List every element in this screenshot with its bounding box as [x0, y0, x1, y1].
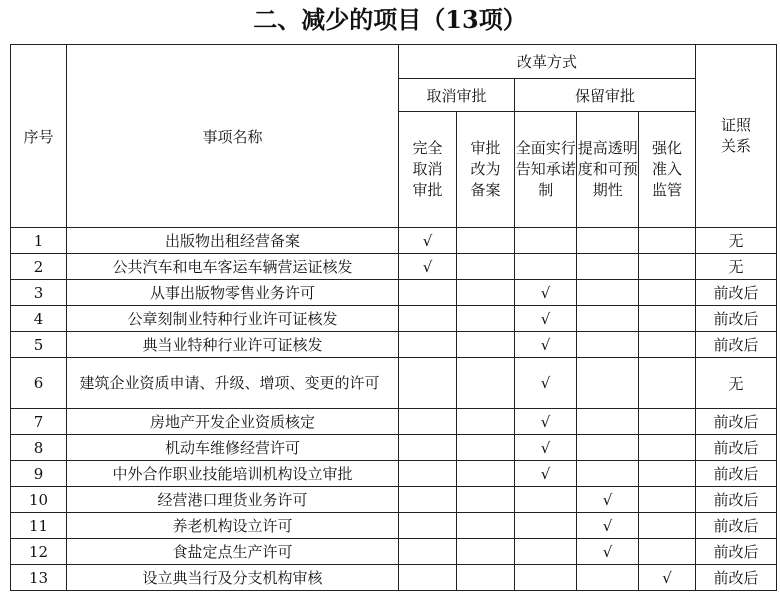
empty-cell [515, 228, 577, 254]
row-item-name: 中外合作职业技能培训机构设立审批 [67, 461, 399, 487]
row-item-name: 设立典当行及分支机构审核 [67, 565, 399, 591]
empty-cell [639, 358, 696, 409]
check-mark-cell: √ [577, 539, 639, 565]
header-supervision [639, 112, 696, 228]
row-item-name: 机动车维修经营许可 [67, 435, 399, 461]
header-notify-commit [515, 112, 577, 228]
empty-cell [639, 332, 696, 358]
row-license-relation: 前改后 [696, 513, 777, 539]
row-item-name: 公章刻制业特种行业许可证核发 [67, 306, 399, 332]
empty-cell [639, 228, 696, 254]
empty-cell [457, 332, 515, 358]
empty-cell [457, 254, 515, 280]
empty-cell [399, 461, 457, 487]
header-supervision-text: 强化准入监管 [651, 139, 682, 199]
empty-cell [399, 435, 457, 461]
empty-cell [457, 409, 515, 435]
empty-cell [399, 565, 457, 591]
row-item-name: 养老机构设立许可 [67, 513, 399, 539]
row-license-relation: 无 [696, 228, 777, 254]
row-number: 6 [11, 358, 67, 409]
table-row [11, 513, 777, 539]
row-license-relation: 无 [696, 254, 777, 280]
empty-cell [515, 539, 577, 565]
header-transparency [577, 112, 639, 228]
empty-cell [457, 565, 515, 591]
empty-cell [639, 461, 696, 487]
check-mark-cell: √ [399, 254, 457, 280]
empty-cell [577, 228, 639, 254]
row-number: 7 [11, 409, 67, 435]
row-item-name: 出版物出租经营备案 [67, 228, 399, 254]
table-row [11, 358, 777, 409]
check-mark-cell: √ [515, 435, 577, 461]
empty-cell [457, 513, 515, 539]
table-row [11, 228, 777, 254]
table-body [11, 228, 777, 591]
header-full-cancel [399, 112, 457, 228]
row-item-name: 典当业特种行业许可证核发 [67, 332, 399, 358]
empty-cell [577, 280, 639, 306]
row-item-name: 从事出版物零售业务许可 [67, 280, 399, 306]
empty-cell [399, 280, 457, 306]
empty-cell [577, 332, 639, 358]
empty-cell [577, 358, 639, 409]
row-item-name: 房地产开发企业资质核定 [67, 409, 399, 435]
empty-cell [515, 487, 577, 513]
empty-cell [515, 565, 577, 591]
row-license-relation: 无 [696, 358, 777, 409]
empty-cell [577, 435, 639, 461]
row-license-relation: 前改后 [696, 539, 777, 565]
reduced-items-table [10, 44, 777, 591]
empty-cell [399, 513, 457, 539]
empty-cell [577, 461, 639, 487]
check-mark-cell: √ [577, 487, 639, 513]
empty-cell [399, 332, 457, 358]
row-number: 2 [11, 254, 67, 280]
empty-cell [515, 254, 577, 280]
empty-cell [577, 254, 639, 280]
row-number: 3 [11, 280, 67, 306]
table-row [11, 539, 777, 565]
empty-cell [457, 487, 515, 513]
row-license-relation: 前改后 [696, 565, 777, 591]
header-to-filing-text: 审批改为备案 [470, 139, 501, 199]
header-notify-commit-text: 全面实行告知承诺制 [515, 139, 576, 199]
header-transparency-text: 提高透明度和可预期性 [577, 139, 638, 199]
empty-cell [399, 487, 457, 513]
row-license-relation: 前改后 [696, 487, 777, 513]
table-row [11, 487, 777, 513]
table-row [11, 461, 777, 487]
row-number: 4 [11, 306, 67, 332]
check-mark-cell: √ [515, 409, 577, 435]
empty-cell [639, 487, 696, 513]
table-row [11, 254, 777, 280]
row-item-name: 食盐定点生产许可 [67, 539, 399, 565]
row-number: 8 [11, 435, 67, 461]
table-row [11, 332, 777, 358]
row-number: 1 [11, 228, 67, 254]
empty-cell [639, 435, 696, 461]
row-number: 13 [11, 565, 67, 591]
check-mark-cell: √ [639, 565, 696, 591]
row-item-name: 经营港口理货业务许可 [67, 487, 399, 513]
header-seq: 序号 [11, 45, 67, 228]
row-license-relation: 前改后 [696, 280, 777, 306]
row-number: 12 [11, 539, 67, 565]
empty-cell [399, 409, 457, 435]
row-license-relation: 前改后 [696, 306, 777, 332]
row-number: 11 [11, 513, 67, 539]
check-mark-cell: √ [399, 228, 457, 254]
empty-cell [457, 280, 515, 306]
check-mark-cell: √ [577, 513, 639, 539]
empty-cell [639, 513, 696, 539]
empty-cell [577, 565, 639, 591]
check-mark-cell: √ [515, 306, 577, 332]
table-row [11, 409, 777, 435]
empty-cell [457, 358, 515, 409]
header-to-filing [457, 112, 515, 228]
header-license-relation-text: 证照关系 [720, 116, 751, 155]
empty-cell [639, 280, 696, 306]
row-license-relation: 前改后 [696, 409, 777, 435]
row-number: 10 [11, 487, 67, 513]
table-row [11, 565, 777, 591]
empty-cell [639, 254, 696, 280]
empty-cell [577, 306, 639, 332]
empty-cell [639, 539, 696, 565]
header-full-cancel-text: 完全取消审批 [412, 139, 443, 199]
check-mark-cell: √ [515, 332, 577, 358]
check-mark-cell: √ [515, 461, 577, 487]
empty-cell [399, 539, 457, 565]
row-item-name: 公共汽车和电车客运车辆营运证核发 [67, 254, 399, 280]
check-mark-cell: √ [515, 358, 577, 409]
check-mark-cell: √ [515, 280, 577, 306]
header-retain-approval: 保留审批 [515, 79, 696, 112]
table-row [11, 435, 777, 461]
empty-cell [639, 306, 696, 332]
empty-cell [457, 461, 515, 487]
header-item-name: 事项名称 [67, 45, 399, 228]
row-number: 5 [11, 332, 67, 358]
header-license-relation [696, 45, 777, 228]
empty-cell [639, 409, 696, 435]
row-item-name: 建筑企业资质申请、升级、增项、变更的许可 [67, 358, 399, 409]
empty-cell [457, 539, 515, 565]
empty-cell [515, 513, 577, 539]
row-license-relation: 前改后 [696, 332, 777, 358]
header-cancel-approval: 取消审批 [399, 79, 515, 112]
page-title: 二、减少的项目（13项） [253, 5, 527, 34]
empty-cell [457, 306, 515, 332]
table-row [11, 280, 777, 306]
empty-cell [457, 435, 515, 461]
empty-cell [457, 228, 515, 254]
header-reform-method: 改革方式 [399, 45, 696, 79]
empty-cell [399, 306, 457, 332]
row-license-relation: 前改后 [696, 435, 777, 461]
empty-cell [399, 358, 457, 409]
empty-cell [577, 409, 639, 435]
table-row [11, 306, 777, 332]
row-number: 9 [11, 461, 67, 487]
row-license-relation: 前改后 [696, 461, 777, 487]
